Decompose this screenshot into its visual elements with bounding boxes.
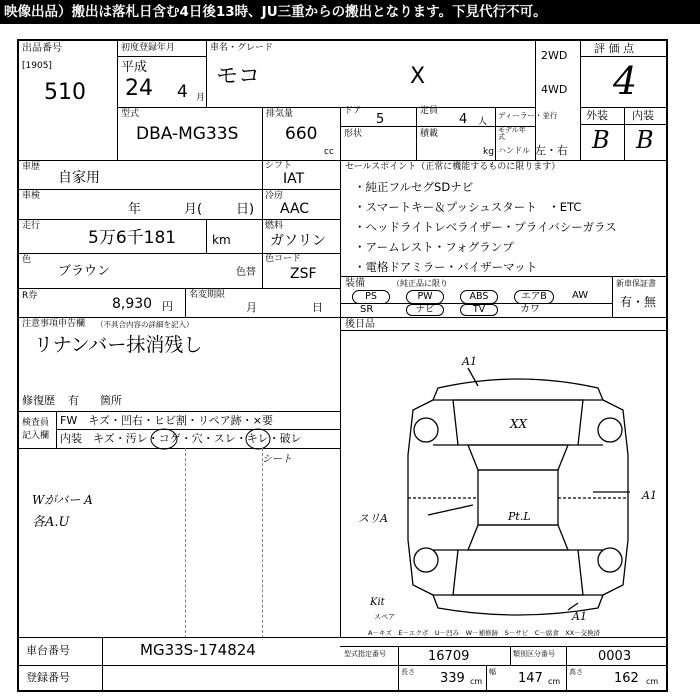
sales-point-item: ・ヘッドライトレベライザー・プライバシーガラス xyxy=(354,220,617,234)
model-name: モコ xyxy=(216,64,261,89)
registration-month-unit: 月 xyxy=(196,93,206,103)
drive-4wd: 4WD xyxy=(541,83,568,96)
shift-label: シフト xyxy=(265,161,293,171)
ac-value: AAC xyxy=(280,201,310,217)
repair-suffix: 箇所 xyxy=(100,394,122,407)
diagram-mark-bottom: A1 xyxy=(572,610,587,623)
type-code-value: 16709 xyxy=(428,649,470,664)
doors-label: ドア xyxy=(344,106,362,116)
rear-window-outline xyxy=(468,525,568,550)
model-name-label: 車名・グレード xyxy=(210,43,274,53)
diagram-mark-left: スリA xyxy=(358,512,388,525)
registration-era: 平成 xyxy=(121,60,148,75)
wheel-front-left xyxy=(414,418,438,442)
chassis-label: 車台番号 xyxy=(26,644,70,657)
car-damage-diagram xyxy=(398,360,638,630)
rear-gate-outline xyxy=(453,550,583,595)
ac-label: 冷房 xyxy=(265,191,284,201)
repair-label: 修復歴 xyxy=(22,394,55,407)
exterior-grade: B xyxy=(592,126,610,154)
name-change-label: 名変期限 xyxy=(189,290,226,300)
fuel-value: ガソリン xyxy=(270,233,326,249)
doors-value: 5 xyxy=(376,112,385,127)
stain-circle-mark xyxy=(150,428,350,458)
recycle-label: R券 xyxy=(22,291,38,301)
capacity-value: 4 xyxy=(459,112,468,127)
inspector-handwritten-note-1: Wがバー A xyxy=(32,493,93,507)
length-label: 長さ xyxy=(401,668,415,676)
shape-label: 形状 xyxy=(344,129,363,139)
inspection-year: 年 xyxy=(128,202,142,217)
sales-point-item: ・電格ドアミラー・バイザーマット xyxy=(354,260,538,274)
equip-sr: SR xyxy=(360,304,374,315)
rear-label: 後日品 xyxy=(345,319,375,330)
diagram-mark-top: A1 xyxy=(462,355,477,368)
registration-month: 4 xyxy=(177,82,188,102)
lot-code: [1905] xyxy=(22,61,52,71)
class-code-value: 0003 xyxy=(598,649,632,664)
sales-point-item: ・アームレスト・フォグランプ xyxy=(354,240,514,254)
notes-text: リナンバー抹消残し xyxy=(34,334,203,356)
recycle-unit: 円 xyxy=(162,300,173,313)
sales-point-item: ・純正フルセグSDナビ xyxy=(354,180,474,194)
name-change-month: 月 xyxy=(246,301,257,314)
equip-abs: ABS xyxy=(460,290,498,304)
wheel-rear-right xyxy=(598,548,622,572)
new-car-warranty-value: 有・無 xyxy=(620,295,657,309)
diagram-spare-label: スペア xyxy=(374,613,395,621)
new-car-warranty-label: 新車保証書 xyxy=(616,279,656,288)
exterior-label: 外装 xyxy=(586,109,608,122)
length-value: 339 xyxy=(440,671,465,686)
handle-label: ハンドル xyxy=(498,146,530,155)
recycle-value: 8,930 xyxy=(112,296,153,312)
name-change-day: 日 xyxy=(312,301,323,314)
height-unit: cm xyxy=(646,677,659,686)
diagram-mark-spare: Kit xyxy=(370,597,385,608)
height-label: 高さ xyxy=(569,668,583,676)
sales-points-title: セールスポイント（正常に機能するものに限ります） xyxy=(345,162,561,172)
diagram-mark-right: A1 xyxy=(642,489,657,502)
height-value: 162 xyxy=(614,671,639,686)
equip-leather: カワ xyxy=(520,304,540,315)
equipment-note: （純正品に限り xyxy=(392,279,448,288)
reg-label: 登録番号 xyxy=(26,671,70,684)
fuel-label: 燃料 xyxy=(265,221,284,231)
handle-value: 左・右 xyxy=(535,144,568,157)
wheel-rear-left xyxy=(414,548,438,572)
mileage-label: 走行 xyxy=(22,221,41,231)
inspector-row-fw: FW キズ・凹右・ヒビ割・リペア跡・×要 xyxy=(60,414,273,427)
inspector-hand-note: シート xyxy=(262,454,292,465)
registration-year: 24 xyxy=(125,76,153,101)
diagram-mark-roof: XX xyxy=(510,417,528,431)
inspector-row-interior: 内装 キズ・汚レ・コゲ・穴・スレ・キレ・破レ xyxy=(60,432,302,445)
equip-navi: ナビ xyxy=(406,304,444,316)
model-grade: X xyxy=(410,64,426,89)
repair-value: 有 xyxy=(68,394,79,407)
equipment-label: 装備 xyxy=(345,278,365,289)
equip-pw: PW xyxy=(406,290,444,304)
equip-airbag: エアB xyxy=(514,290,554,304)
length-unit: cm xyxy=(470,677,483,686)
equip-ps: PS xyxy=(352,290,390,304)
width-value: 147 xyxy=(518,671,543,686)
category-value: 自家用 xyxy=(58,170,100,186)
mileage-value: 5万6千181 xyxy=(88,228,177,248)
model-type-label: 型式 xyxy=(121,109,140,119)
displacement-unit: cc xyxy=(324,147,334,157)
width-label: 幅 xyxy=(489,668,496,676)
wheel-front-right xyxy=(598,418,622,442)
displacement-label: 排気量 xyxy=(266,109,294,119)
color-label: 色 xyxy=(22,255,32,265)
windshield-outline xyxy=(468,445,568,470)
width-unit: cm xyxy=(548,677,561,686)
lot-number: 510 xyxy=(44,80,86,105)
registration-label: 初度登録年月 xyxy=(121,43,176,53)
diagram-mark-floor: Pt.L xyxy=(508,510,531,523)
inspector-handwritten-note-2: 各A.U xyxy=(32,515,70,530)
lot-label: 出品番号 xyxy=(22,43,62,54)
capacity-unit: 人 xyxy=(478,117,488,127)
inspection-month: 月( xyxy=(184,202,203,217)
score-value: 4 xyxy=(613,59,638,103)
class-code-label: 類別区分番号 xyxy=(513,650,555,658)
equip-tv: TV xyxy=(460,304,498,316)
displacement-value: 660 xyxy=(285,124,318,144)
chassis-number: MG33S-174824 xyxy=(140,641,256,659)
load-label: 積載 xyxy=(420,129,439,139)
model-year-label: モデル年式 xyxy=(498,126,526,141)
score-label: 評 価 点 xyxy=(594,42,634,55)
shift-value: IAT xyxy=(283,171,305,187)
interior-label: 内装 xyxy=(632,109,654,122)
inspection-label: 車検 xyxy=(22,191,41,201)
capacity-label: 定員 xyxy=(420,106,439,116)
equip-aw: AW xyxy=(572,290,589,301)
color-value: ブラウン xyxy=(58,264,111,279)
repaint-label: 色替 xyxy=(236,267,256,278)
load-unit: kg xyxy=(483,147,494,157)
notes-label: 注意事項申告欄 xyxy=(22,319,86,329)
drive-2wd: 2WD xyxy=(541,49,568,62)
dealer-label: ディーラー・並行 xyxy=(498,111,558,120)
header-banner: 映像出品）搬出は落札日含む4日後13時、JU三重からの搬出となります。下見代行不可。 xyxy=(0,0,700,24)
color-code-label: 色コード xyxy=(265,254,302,264)
type-code-label: 型式指定番号 xyxy=(344,650,386,658)
inspection-day: 日) xyxy=(236,202,255,217)
diagram-legend: A－キズ E－エクボ U－凹み W－補修跡 S－サビ C－腐食 XX－交換済 xyxy=(368,629,601,637)
color-code-value: ZSF xyxy=(290,266,317,282)
front-bumper-outline xyxy=(433,379,603,400)
interior-grade: B xyxy=(636,126,654,154)
mileage-unit: km xyxy=(212,233,231,247)
model-type: DBA-MG33S xyxy=(136,124,239,144)
inspector-label-2: 記入欄 xyxy=(22,431,50,441)
sales-point-item: ・スマートキー＆プッシュスタート ・ETC xyxy=(354,200,582,214)
category-label: 車歴 xyxy=(22,162,41,172)
notes-sub: （不具合内容の詳細を記入） xyxy=(96,320,194,329)
inspector-label: 検査員 xyxy=(22,418,50,428)
